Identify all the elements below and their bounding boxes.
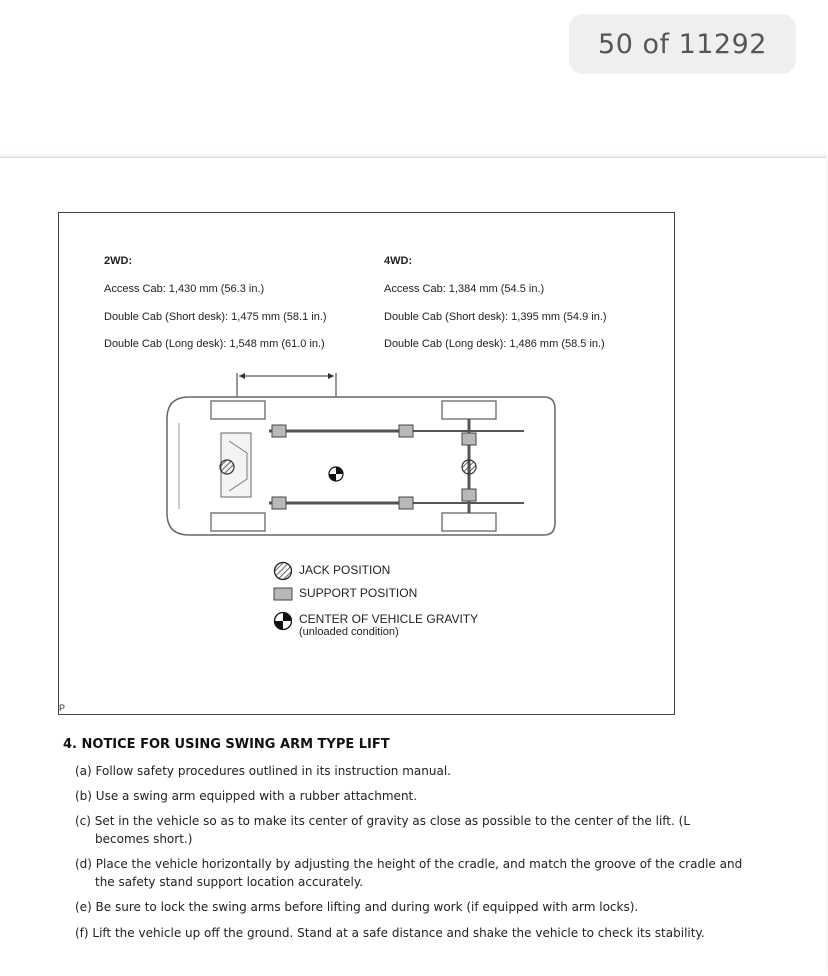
- support-rear-left: [462, 433, 476, 445]
- legend-gravity-label: CENTER OF VEHICLE GRAVITY: [299, 612, 479, 626]
- step-e: [75, 898, 775, 916]
- support-front-left: [272, 425, 286, 437]
- step-f: [75, 924, 775, 942]
- jack-rear: [462, 460, 476, 474]
- 4wd-double-cab-short: Double Cab (Short desk): 1,395 mm (54.9 in.): [384, 311, 607, 323]
- section-title: 4. NOTICE FOR USING SWING ARM TYPE LIFT: [63, 737, 390, 752]
- step-b-text: (b) Use a swing arm equipped with a rubber attachment.: [75, 789, 418, 803]
- step-e-text: (e) Be sure to lock the swing arms before lifting and during work (if equipped with arm locks).: [75, 900, 639, 914]
- step-a: [75, 762, 775, 780]
- 4wd-double-cab-long: Double Cab (Long desk): 1,486 mm (58.5 in.): [384, 338, 605, 350]
- legend-gravity-note: (unloaded condition): [299, 626, 399, 638]
- support-mid-left: [399, 425, 413, 437]
- 4wd-access-cab: Access Cab: 1,384 mm (54.5 in.): [384, 283, 545, 295]
- support-rear-right: [462, 489, 476, 501]
- legend-support: [273, 587, 417, 601]
- step-b: [75, 787, 775, 805]
- step-c: [75, 812, 775, 848]
- jack-position-icon: [273, 561, 293, 581]
- viewer-top-bar: [0, 0, 828, 157]
- legend-support-label: SUPPORT POSITION: [299, 586, 418, 600]
- vehicle-chassis-diagram: [159, 363, 569, 543]
- center-of-gravity-icon: [273, 611, 293, 631]
- 2wd-double-cab-long: Double Cab (Long desk): 1,548 mm (61.0 in.): [104, 338, 325, 350]
- page-counter: 50 of 11292: [569, 14, 796, 74]
- step-c-continuation: becomes short.): [95, 832, 193, 846]
- jack-front: [220, 460, 234, 474]
- legend-jack: [273, 561, 390, 581]
- step-d: [75, 855, 775, 891]
- step-c-text: (c) Set in the vehicle so as to make its center of gravity as close as possible to the center of the lift. (L: [75, 814, 690, 828]
- step-d-text: (d) Place the vehicle horizontally by adjusting the height of the cradle, and match the groove of the cradle and: [75, 857, 743, 871]
- legend-gravity: [273, 611, 478, 638]
- support-position-icon: [273, 587, 293, 601]
- step-d-continuation: the safety stand support location accurately.: [95, 875, 364, 889]
- support-front-right: [272, 497, 286, 509]
- step-a-text: (a) Follow safety procedures outlined in its instruction manual.: [75, 764, 451, 778]
- support-mid-right: [399, 497, 413, 509]
- legend-jack-label: JACK POSITION: [299, 563, 391, 577]
- 2wd-heading: 2WD:: [104, 255, 133, 267]
- step-f-text: (f) Lift the vehicle up off the ground. Stand at a safe distance and shake the vehicle to check its stability.: [75, 926, 705, 940]
- figure-code: P: [59, 703, 66, 713]
- 4wd-heading: 4WD:: [384, 255, 413, 267]
- lift-point-figure: [58, 212, 675, 715]
- 2wd-access-cab: Access Cab: 1,430 mm (56.3 in.): [104, 283, 265, 295]
- center-of-gravity-marker: [329, 467, 343, 481]
- 2wd-double-cab-short: Double Cab (Short desk): 1,475 mm (58.1 in.): [104, 311, 327, 323]
